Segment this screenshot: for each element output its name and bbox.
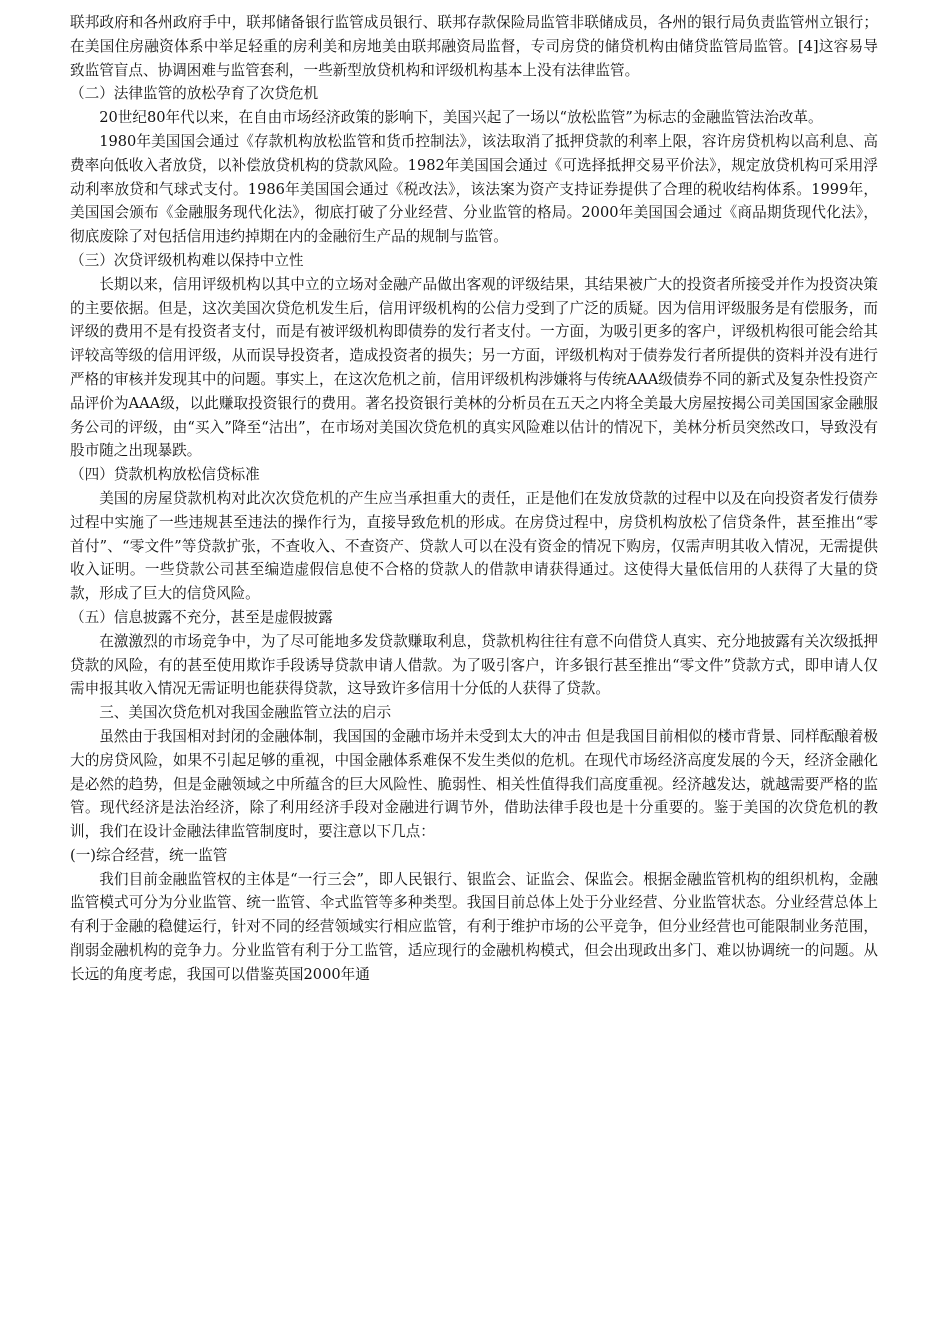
paragraph-lending-standards: 美国的房屋贷款机构对此次次贷危机的产生应当承担重大的责任，正是他们在发放贷款的过程中以及在向投资者发行债券过程中实施了一些违规甚至违法的操作行为，直接导致危机的形成。在房贷过程中，房贷机构放松了信贷条件，甚至推出“零首付”、“零文件”等贷款扩张，不查收入、不查资产、贷款人可以在没有资金的情况下购房，仅需声明其收入情况，无需提供收入证明。一些贷款公司甚至编造虚假信息使不合格的贷款人的借款申请获得通过。这使得大量低信用的人获得了大量的贷款，形成了巨大的信贷风险。 bbox=[70, 489, 878, 603]
paragraph-disclosure: 在激激烈的市场竞争中，为了尽可能地多发贷款赚取利息，贷款机构往往有意不向借贷人真实、充分地披露有关次级抵押贷款的风险，有的甚至使用欺诈手段诱导贷款申请人借款。为了吸引客户，许多银行甚至推出“零文件”贷款方式，即申请人仅需申报其收入情况无需证明也能获得贷款，这导致许多信用十分低的人获得了贷款。 bbox=[70, 632, 878, 698]
paragraph-1980s-reform: 20世纪80年代以来，在自由市场经济政策的影响下，美国兴起了一场以“放松监管”为标志的金融监管法治改革。 bbox=[99, 109, 823, 127]
heading-deregulation: （二）法律监管的放松孕育了次贷危机 bbox=[70, 85, 319, 103]
paragraph-unified-supervision: 我们目前金融监管权的主体是“一行三会”，即人民银行、银监会、证监会、保监会。根据金融监管机构的组织机构，金融监管模式可分为分业监管、统一监管、伞式监管等多种类型。我国目前总体上处于分业经营、分业监管状态。分业经营总体上有利于金融的稳健运行，针对不同的经营领域实行相应监管，有利于维护市场的公平竞争，但分业经营也可能限制业务范围，削弱金融机构的竞争力。分业监管有利于分工监管，适应现行的金融机构模式，但会出现政出多门、难以协调统一的问题。从长远的角度考虑，我国可以借鉴英国2000年通 bbox=[70, 870, 878, 983]
heading-section-three: 三、美国次贷危机对我国金融监管立法的启示 bbox=[99, 704, 392, 722]
heading-unified-supervision: (一)综合经营，统一监管 bbox=[70, 846, 228, 864]
heading-lending-standards: （四）贷款机构放松信贷标准 bbox=[70, 466, 260, 484]
heading-rating-agencies: （三）次贷评级机构难以保持中立性 bbox=[70, 251, 304, 269]
heading-disclosure: （五）信息披露不充分，甚至是虚假披露 bbox=[70, 608, 333, 626]
paragraph-china-implications: 虽然由于我国相对封闭的金融体制，我国国的金融市场并未受到太大的冲击 但是我国目前相似的楼市背景、同样酝酿着极大的房贷风险，如果不引起足够的重视，中国金融体系难保不发生类似的危机。在现代市场经济高度发展的今天，经济金融化是必然的趋势，但是金融领域之中所蕴含的巨大风险性、脆弱性、相关性值得我们高度重视。经济越发达，就越需要严格的监管。现代经济是法治经济，除了利用经济手段对金融进行调节外，借助法律手段也是十分重要的。鉴于美国的次贷危机的教训，我们在设计金融法律监管制度时，要注意以下几点： bbox=[70, 727, 878, 841]
paragraph-rating-agencies: 长期以来，信用评级机构以其中立的立场对金融产品做出客观的评级结果，其结果被广大的投资者所接受并作为投资决策的主要依据。但是，这次美国次贷危机发生后，信用评级机构的公信力受到了广泛的质疑。因为信用评级服务是有偿服务，而评级的费用不是有投资者支付，而是有被评级机构即债券的发行者支付。一方面，为吸引更多的客户，评级机构很可能会给其评较高等级的信用评级，从而误导投资者，造成投资者的损失；另一方面，评级机构对于债券发行者所提供的资料并没有进行严格的审核并发现其中的问题。事实上，在这次危机之前，信用评级机构涉嫌将与传统AAA级债券不同的新式及复杂性投资产品评价为AAA级，以此赚取投资银行的费用。著名投资银行美林的分析员在五天之内将全美最大房屋按揭公司美国国家金融服务公司的评级，由“买入”降至“沽出”，在市场对美国次贷危机的真实风险难以估计的情况下，美林分析员突然改口，导致没有股市随之出现暴跌。 bbox=[70, 275, 878, 460]
paragraph-federal-regulators: 联邦政府和各州政府手中，联邦储备银行监管成员银行、联邦存款保险局监管非联储成员，各州的银行局负责监管州立银行；在美国住房融资体系中举足轻重的房利美和房地美由联邦融资局监督，专司房贷的储贷机构由储贷监管局监管。[4]这容易导致监管盲点、协调困难与监管套利，一些新型放贷机构和评级机构基本上没有法律监管。 bbox=[70, 14, 878, 79]
paragraph-legislation-history: 1980年美国国会通过《存款机构放松监管和货币控制法》，该法取消了抵押贷款的利率上限，容许房贷机构以高利息、高费率向低收入者放贷，以补偿放贷机构的贷款风险。1982年美国国会通过《可选择抵押交易平价法》，规定放贷机构可采用浮动利率放贷和气球式支付。1986年美国国会通过《税改法》，该法案为资产支持证券提供了合理的税收结构体系。1999年，美国国会颁布《金融服务现代化法》，彻底打破了分业经营、分业监管的格局。2000年美国国会通过《商品期货现代化法》，彻底废除了对包括信用违约掉期在内的金融衍生产品的规制与监管。 bbox=[70, 132, 878, 246]
